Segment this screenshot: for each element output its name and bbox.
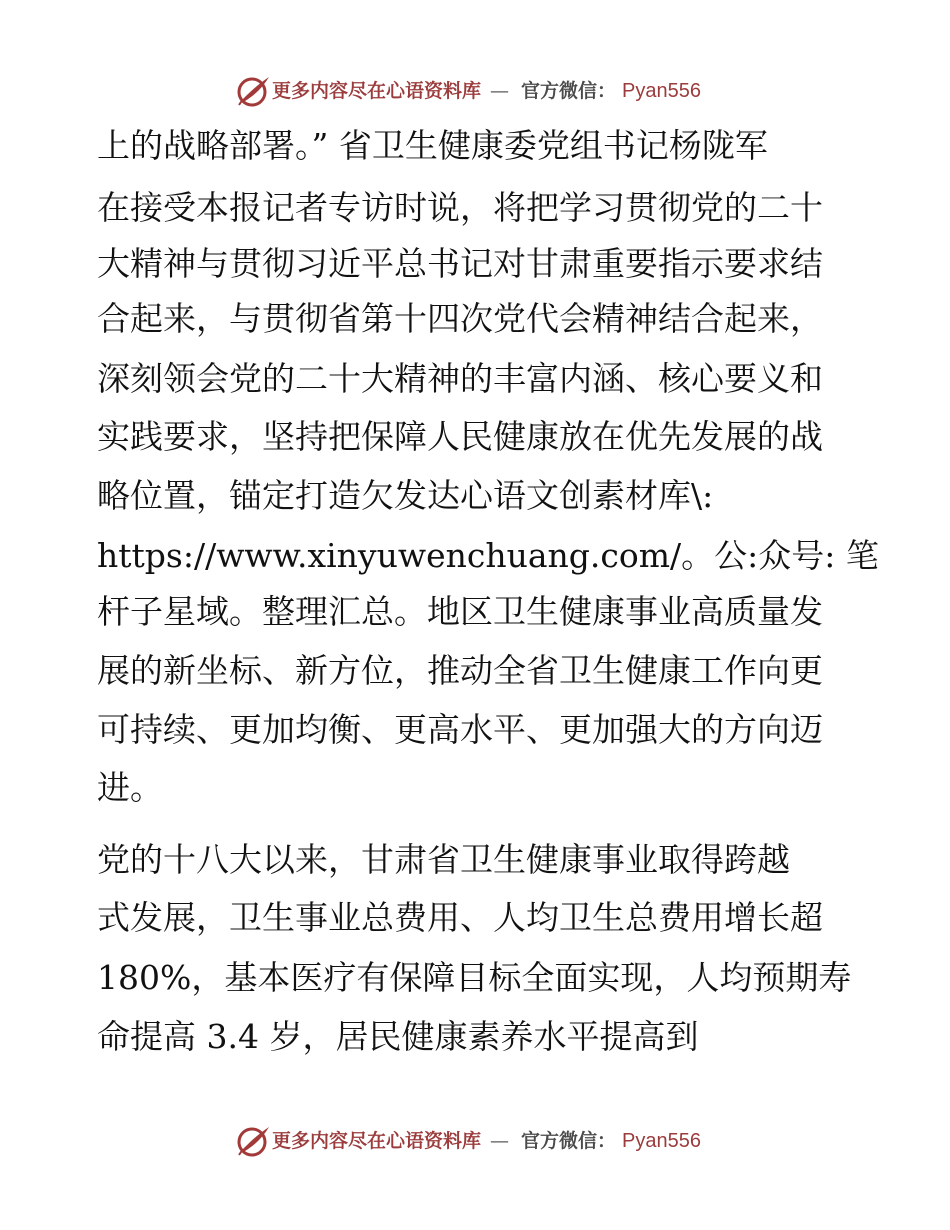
body-line: 深刻领会党的二十大精神的丰富内涵、核心要义和 [97,359,823,398]
body-line: 可持续、更加均衡、更高水平、更加强大的方向迈 [97,710,823,749]
promo-text: 更多内容尽在心语资料库 [272,1130,482,1152]
body-line: 党的十八大以来，甘肃省卫生健康事业取得跨越 [97,840,790,879]
body-line: 式发展，卫生事业总费用、人均卫生总费用增长超 [97,898,823,937]
wechat-account: Pyan556 [622,80,701,102]
body-line: 略位置，锚定打造欠发达心语文创素材库\: [97,476,714,515]
wechat-account: Pyan556 [622,1130,701,1152]
body-line: 在接受本报记者专访时说，将把学习贯彻党的二十 [97,188,823,227]
wechat-label: 官方微信： [521,80,617,102]
body-line: 命提高 3.4 岁，居民健康素养水平提高到 [97,1017,699,1056]
body-line: 上的战略部署。” 省卫生健康委党组书记杨陇军 [97,126,768,165]
feather-logo-icon [233,1121,273,1161]
body-line: 进。 [97,768,163,807]
promo-separator: — [490,80,509,102]
footer-watermark [0,1121,950,1161]
header-watermark [0,71,950,111]
wechat-label: 官方微信： [521,1130,617,1152]
body-line: https://www.xinyuwenchuang.com/。公:众号: 笔 [97,536,879,575]
body-line: 实践要求，坚持把保障人民健康放在优先发展的战 [97,417,823,456]
body-line: 合起来，与贯彻省第十四次党代会精神结合起来， [97,299,823,338]
body-line: 180%，基本医疗有保障目标全面实现，人均预期寿 [97,958,852,997]
feather-logo-icon [233,71,273,111]
promo-text: 更多内容尽在心语资料库 [272,80,482,102]
body-line: 大精神与贯彻习近平总书记对甘肃重要指示要求结 [97,244,823,283]
promo-separator: — [490,1130,509,1152]
body-line: 展的新坐标、新方位，推动全省卫生健康工作向更 [97,651,823,690]
body-line: 杆子星域。整理汇总。地区卫生健康事业高质量发 [97,592,823,631]
